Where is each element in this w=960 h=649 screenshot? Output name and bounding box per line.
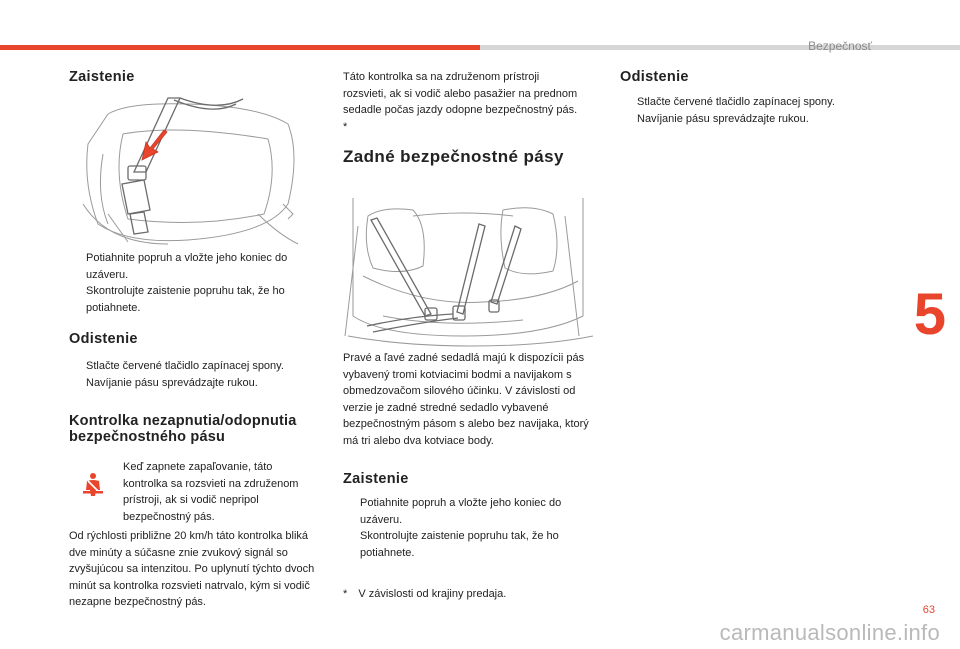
list-item: Skontrolujte zaistenie popruhu tak, že ho potiahnete. <box>86 285 285 314</box>
chapter-number: 5 <box>913 282 946 347</box>
heading-seatbelt-warning: Kontrolka nezapnutia/odopnutia bezpečnostného pásu <box>69 413 297 445</box>
seatbelt-warning-icon <box>80 472 106 498</box>
release-bullet-list-col3 <box>620 94 870 127</box>
list-item: Navíjanie pásu sprevádzajte rukou. <box>637 112 809 125</box>
speed-warning-paragraph: Od rýchlosti približne 20 km/h táto kontrolka bliká dve minúty a súčasne znie zvukový signál so zvyšujúcou sa intenzitou. Po uplynutí týchto dvoch minút sa kontrolka rozsvieti natrvalo, kým si vodič nezapne bezpečnostný pás. <box>69 530 315 608</box>
rear-seatbelts-illustration <box>343 196 599 348</box>
footnote-text: V závislosti od krajiny predaja. <box>358 588 507 600</box>
section-title: Bezpečnosť <box>808 39 872 53</box>
list-item: Stlačte červené tlačidlo zapínacej spony. <box>86 360 284 372</box>
footnote-mark: * <box>343 588 348 600</box>
list-item: Navíjanie pásu sprevádzajte rukou. <box>86 376 258 389</box>
list-item: Skontrolujte zaistenie popruhu tak, že ho potiahnete. <box>360 530 559 559</box>
front-seatbelt-illustration <box>68 94 308 246</box>
header-accent-bar <box>0 45 480 50</box>
list-item: Stlačte červené tlačidlo zapínacej spony. <box>637 96 835 108</box>
heading-release-col3: Odistenie <box>620 69 689 85</box>
heading-rear-seatbelts: Zadné bezpečnostné pásy <box>343 147 564 166</box>
rear-fastening-bullet-list <box>343 495 593 561</box>
heading-rear-fastening: Zaistenie <box>343 471 409 487</box>
list-item: Potiahnite popruh a vložte jeho koniec do uzáveru. <box>360 497 562 526</box>
passenger-warning-paragraph: Táto kontrolka sa na združenom prístroji rozsvieti, ak si vodič alebo pasažier na prednom sedadle počas jazdy odopne bezpečnostný pás. * <box>343 71 578 133</box>
footnote <box>343 586 593 603</box>
warning-description: Keď zapnete zapaľovanie, táto kontrolka sa rozsvieti na združenom prístroji, ak si vodič nepripol bezpečnostný pás. <box>123 461 299 523</box>
heading-fastening: Zaistenie <box>69 69 135 85</box>
watermark: carmanualsonline.info <box>719 620 940 645</box>
release-bullet-list <box>69 358 314 391</box>
list-item: Potiahnite popruh a vložte jeho koniec do uzáveru. <box>86 252 288 281</box>
heading-release: Odistenie <box>69 331 138 347</box>
fastening-bullet-list <box>69 250 314 316</box>
page-number: 63 <box>922 604 935 616</box>
rear-seatbelts-paragraph: Pravé a ľavé zadné sedadlá majú k dispozícii pás vybavený tromi kotviacimi bodmi a navijakom s obmedzovačom silového účinku. V závislosti od verzie je zadné stredné sedadlo vybavené bezpečnostným pásom s alebo bez navijaka, ktorý má tri alebo dva kotviace body. <box>343 352 589 447</box>
header-grey-bar <box>480 45 960 50</box>
